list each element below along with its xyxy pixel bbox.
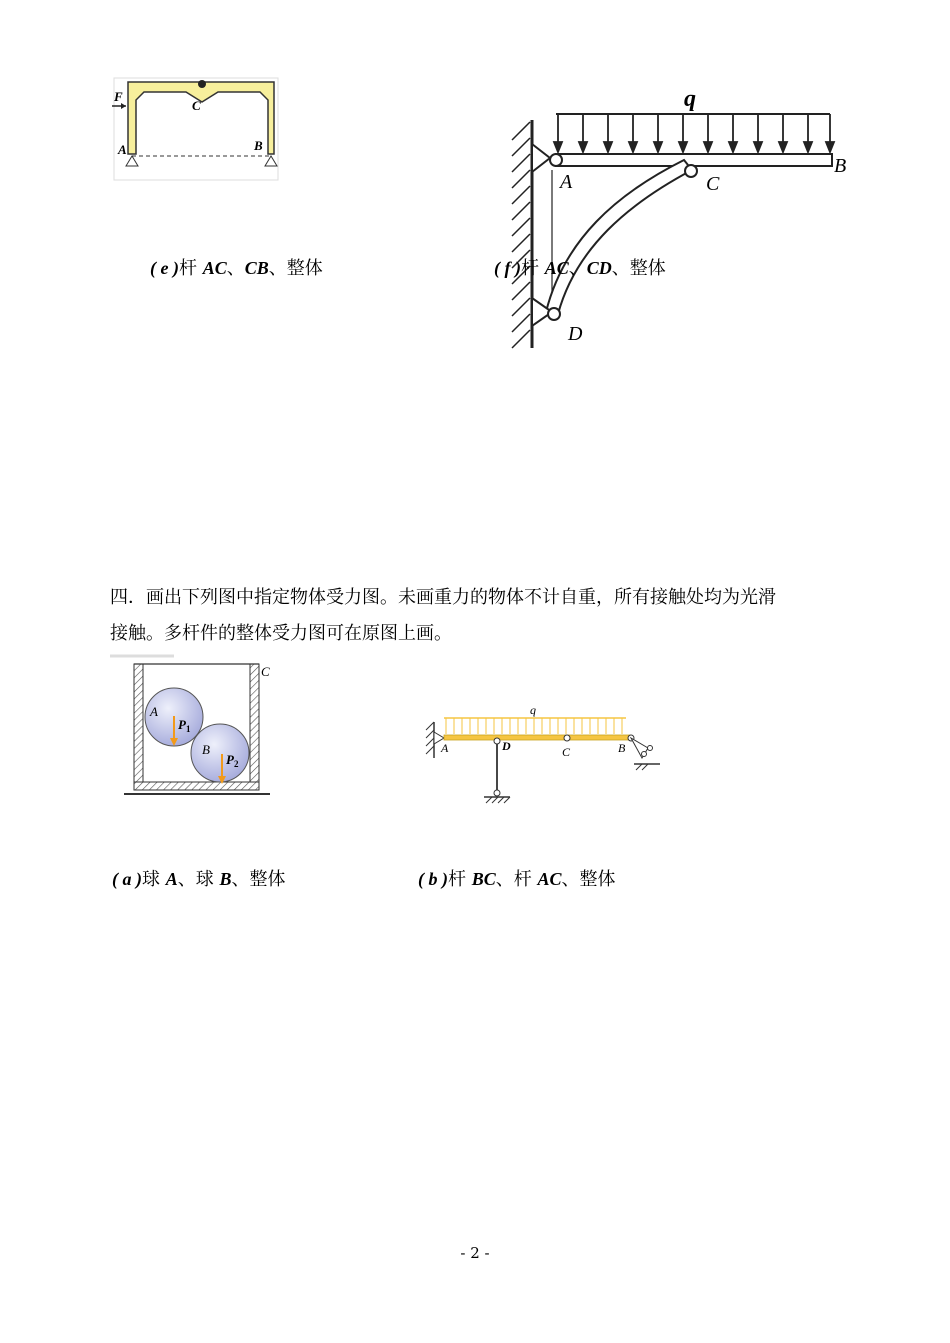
section-4-line1: 四．画出下列图中指定物体受力图。未画重力的物体不计自重，所有接触处均为光滑	[110, 587, 776, 608]
label-c: C	[261, 664, 270, 679]
section-4-line2: 接触。多杆件的整体受力图可在原图上画。	[110, 623, 452, 644]
support-a	[126, 156, 138, 166]
caption-b-suffix: 整体	[579, 869, 616, 890]
hinge-d	[548, 308, 560, 320]
caption-f-suffix: 整体	[629, 258, 666, 279]
distributed-load-arrows	[446, 718, 622, 734]
caption-f-sep1: 、	[568, 258, 587, 279]
caption-b-prefix: 杆	[448, 869, 472, 890]
hinge-d	[494, 738, 500, 744]
caption-e-member2: CB	[244, 258, 269, 278]
caption-f-prefix: 杆	[520, 258, 545, 279]
label-b: B	[618, 741, 626, 755]
beam-ab	[556, 154, 832, 166]
caption-a-prefix: 球	[142, 869, 166, 890]
frame-shape	[128, 82, 274, 154]
label-d: D	[502, 739, 511, 753]
beam-ab	[444, 735, 630, 740]
caption-a	[112, 865, 286, 891]
caption-e-tag: ( e )	[150, 258, 179, 278]
caption-b-sep2: 、	[561, 869, 580, 890]
caption-f-sep2: 、	[611, 258, 630, 279]
label-f: F	[114, 89, 123, 104]
right-wall	[250, 664, 259, 782]
caption-a-tag: ( a )	[112, 869, 142, 889]
label-b: B	[254, 138, 263, 153]
figure-a-balls-in-box	[108, 654, 280, 804]
figure-f-cantilever-diagram	[500, 80, 860, 352]
label-a: A	[441, 741, 449, 755]
caption-f-tag: ( f )	[494, 258, 521, 278]
caption-e	[150, 254, 323, 280]
label-q: q	[684, 86, 696, 112]
hinge-a	[550, 154, 562, 166]
distributed-load-arrows	[554, 114, 834, 152]
caption-a-member1: A	[165, 869, 178, 889]
section-4-instructions	[110, 580, 850, 652]
page-number: - 2 -	[460, 1244, 490, 1262]
box-bottom	[134, 782, 259, 790]
figure-e-frame-diagram	[108, 72, 288, 182]
caption-f-member1: AC	[544, 258, 569, 278]
caption-b-tag: ( b )	[418, 869, 448, 889]
hinge-d-base	[494, 790, 500, 796]
caption-e-sep2: 、	[268, 258, 287, 279]
figure-b-beam-diagram	[422, 700, 666, 810]
caption-e-member1: AC	[202, 258, 227, 278]
caption-e-sep1: 、	[226, 258, 245, 279]
caption-b-member1: BC	[471, 869, 496, 889]
caption-b	[418, 865, 616, 891]
label-c: C	[706, 173, 720, 195]
caption-a-sep1: 、球	[177, 869, 220, 890]
label-a: A	[560, 171, 573, 193]
caption-e-prefix: 杆	[178, 258, 203, 279]
label-p1: $P_1$	[178, 717, 191, 734]
label-a: A	[150, 704, 158, 719]
caption-e-suffix: 整体	[286, 258, 323, 279]
hinge-c	[564, 735, 570, 741]
caption-b-member2: AC	[537, 869, 562, 889]
label-d: D	[568, 323, 583, 345]
ball-b	[191, 724, 249, 782]
label-a: A	[118, 142, 127, 157]
support-b	[265, 156, 277, 166]
caption-f-member2: CD	[586, 258, 612, 278]
label-q: q	[530, 703, 536, 717]
left-wall	[134, 664, 143, 782]
hinge-c	[198, 80, 206, 88]
label-c: C	[562, 745, 571, 759]
label-b: B	[834, 155, 847, 177]
label-b: B	[202, 742, 210, 757]
label-p2: $P_2$	[226, 752, 239, 769]
hinge-c	[685, 165, 697, 177]
label-c: C	[192, 98, 201, 113]
caption-a-member2: B	[219, 869, 232, 889]
caption-a-sep2: 、	[231, 869, 250, 890]
wall-hatch	[512, 122, 530, 348]
caption-a-suffix: 整体	[249, 869, 286, 890]
caption-f	[494, 254, 666, 280]
caption-b-sep1: 、杆	[495, 869, 538, 890]
